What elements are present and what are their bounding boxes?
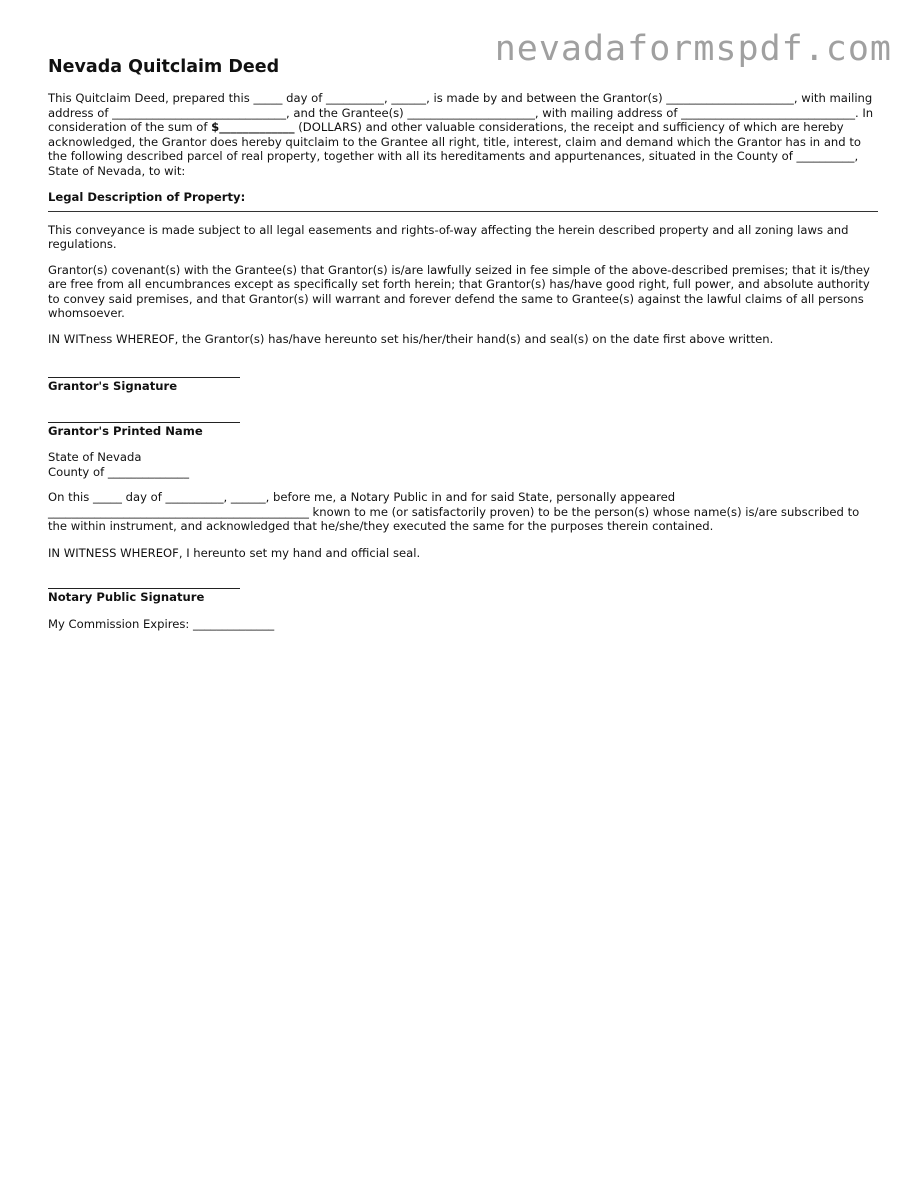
covenant-paragraph: Grantor(s) covenant(s) with the Grantee(s) that Grantor(s) is/are lawfully seized in fee simple of the above-described premises; that it is/they are free from all encumbrances except as specifically set forth herein; that Grantor(s) has/have good right, full power, and absolute authority to convey said premises, and that Grantor(s) will warrant and forever defend the same to Grantee(s) against the lawful claims of all persons whomsoever.	[48, 262, 870, 320]
grantor-printed-name-label: Grantor's Printed Name	[48, 423, 203, 438]
grantor-signature-label: Grantor's Signature	[48, 379, 178, 393]
notary-witness-paragraph: IN WITNESS WHEREOF, I hereunto set my hand and official seal.	[48, 545, 421, 560]
grantor-signature-block	[48, 364, 240, 394]
document-page	[48, 56, 878, 631]
notary-signature-label: Notary Public Signature	[48, 590, 205, 604]
intro-paragraph	[48, 91, 878, 178]
notary-signature-line	[48, 575, 240, 589]
grantor-signature-line	[48, 364, 240, 378]
easements-paragraph: This conveyance is made subject to all legal easements and rights-of-way affecting the herein described property and all zoning laws and regulations.	[48, 222, 849, 251]
watermark: nevadaformspdf.com	[494, 29, 892, 69]
grantor-printed-name-block	[48, 409, 240, 439]
legal-description-line	[48, 211, 878, 212]
notary-signature-block	[48, 575, 240, 605]
consideration-amount: $_____________	[211, 120, 295, 134]
grantor-printed-name-line	[48, 409, 240, 423]
state-line: State of Nevada	[48, 450, 142, 464]
commission-expires: My Commission Expires: ______________	[48, 616, 275, 631]
intro-text-part1: This Quitclaim Deed, prepared this _____ day of __________, ______, is made by and between the Grantor(s) ______________________, with mailing address of ______________________________, and the Grantee(s) ______________________, with mailing address of ______________________________. In consideration of the sum of	[48, 91, 874, 134]
venue-block	[48, 450, 878, 479]
witness-paragraph: IN WITness WHEREOF, the Grantor(s) has/have hereunto set his/her/their hand(s) and seal(s) on the date first above written.	[48, 331, 774, 346]
notary-acknowledgment-paragraph: On this _____ day of __________, ______, before me, a Notary Public in and for said State, personally appeared _____________________________________________ known to me (or satisfactorily proven) to be the person(s) whose name(s) is/are subscribed to the within instrument, and acknowledged that he/she/they executed the same for the purposes therein contained.	[48, 490, 860, 533]
intro-text-part2: (DOLLARS) and other valuable considerations, the receipt and sufficiency of which are hereby acknowledged, the Grantor does hereby quitclaim to the Grantee all right, title, interest, claim and demand which the Grantor has in and to the following described parcel of real property, together with all its hereditaments and appurtenances, situated in the County of __________, State of Nevada, to wit:	[48, 120, 861, 178]
county-line: County of ______________	[48, 464, 189, 479]
page-title: Nevada Quitclaim Deed	[48, 57, 280, 77]
legal-description-heading: Legal Description of Property:	[48, 190, 246, 204]
